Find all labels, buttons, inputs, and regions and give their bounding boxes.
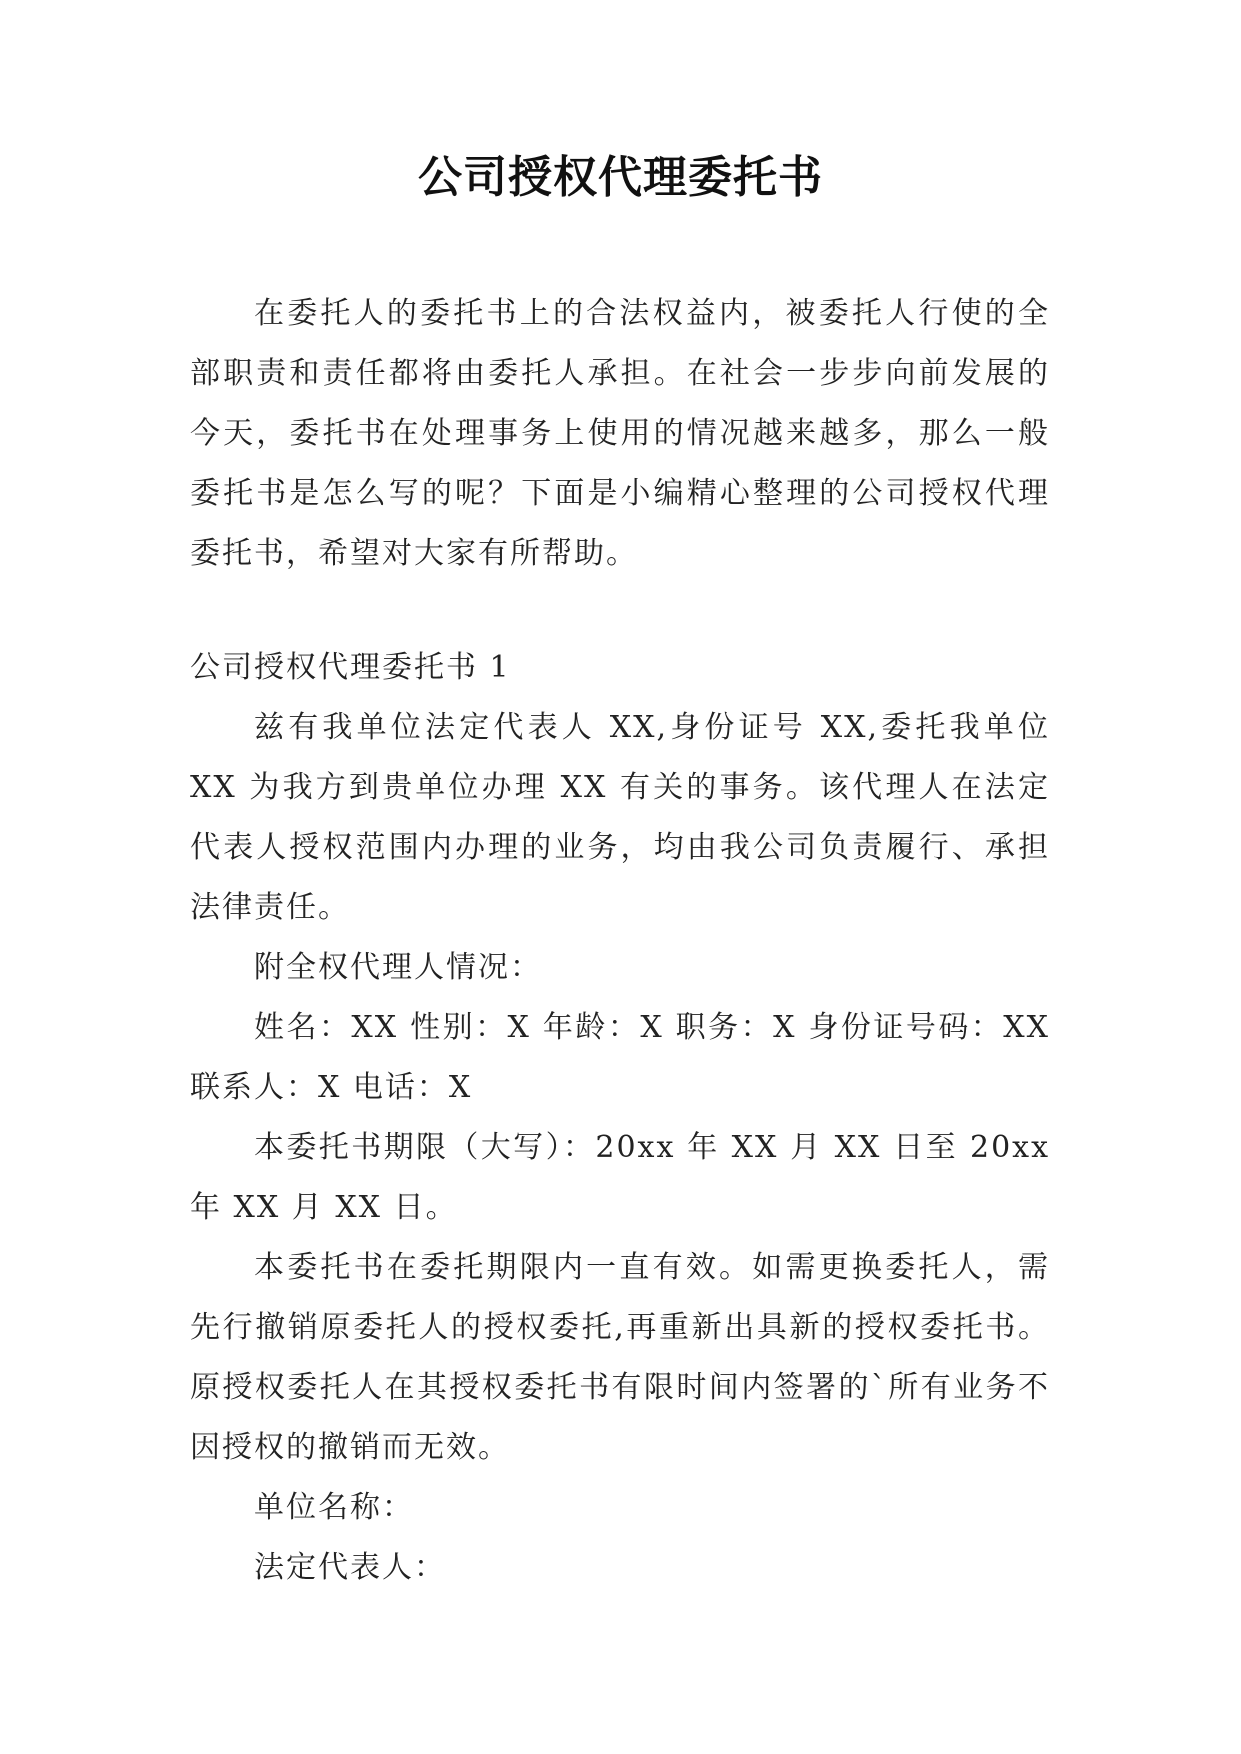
validity-clause: 本委托书在委托期限内一直有效。如需更换委托人，需先行撤销原委托人的授权委托,再重新出具新的授权委托书。原授权委托人在其授权委托书有限时间内签署的`所有业务不因授权的撤销而无效。 <box>190 1250 1050 1465</box>
section-heading: 公司授权代理委托书 1 <box>190 650 511 685</box>
validity-period: 本委托书期限（大写）：20xx 年 XX 月 XX 日至 20xx 年 XX 月 XX 日。 <box>190 1130 1050 1225</box>
document-title: 公司授权代理委托书 <box>418 152 823 203</box>
intro-paragraph: 在委托人的委托书上的合法权益内，被委托人行使的全部职责和责任都将由委托人承担。在社会一步步向前发展的今天，委托书在处理事务上使用的情况越来越多，那么一般委托书是怎么写的呢？下面是小编精心整理的公司授权代理委托书，希望对大家有所帮助。 <box>190 296 1050 571</box>
agent-info-details: 姓名：XX 性别：X 年龄：X 职务：X 身份证号码：XX 联系人：X 电话：X <box>190 1010 1050 1105</box>
delegation-paragraph: 兹有我单位法定代表人 XX,身份证号 XX,委托我单位 XX 为我方到贵单位办理 XX 有关的事务。该代理人在法定代表人授权范围内办理的业务，均由我公司负责履行、承担法律责任。 <box>190 710 1050 925</box>
section-gap <box>190 584 1050 638</box>
document-body <box>190 284 1050 1598</box>
legal-representative-field: 法定代表人： <box>254 1550 446 1585</box>
company-name-field: 单位名称： <box>254 1490 414 1525</box>
agent-info-heading: 附全权代理人情况： <box>254 950 542 985</box>
